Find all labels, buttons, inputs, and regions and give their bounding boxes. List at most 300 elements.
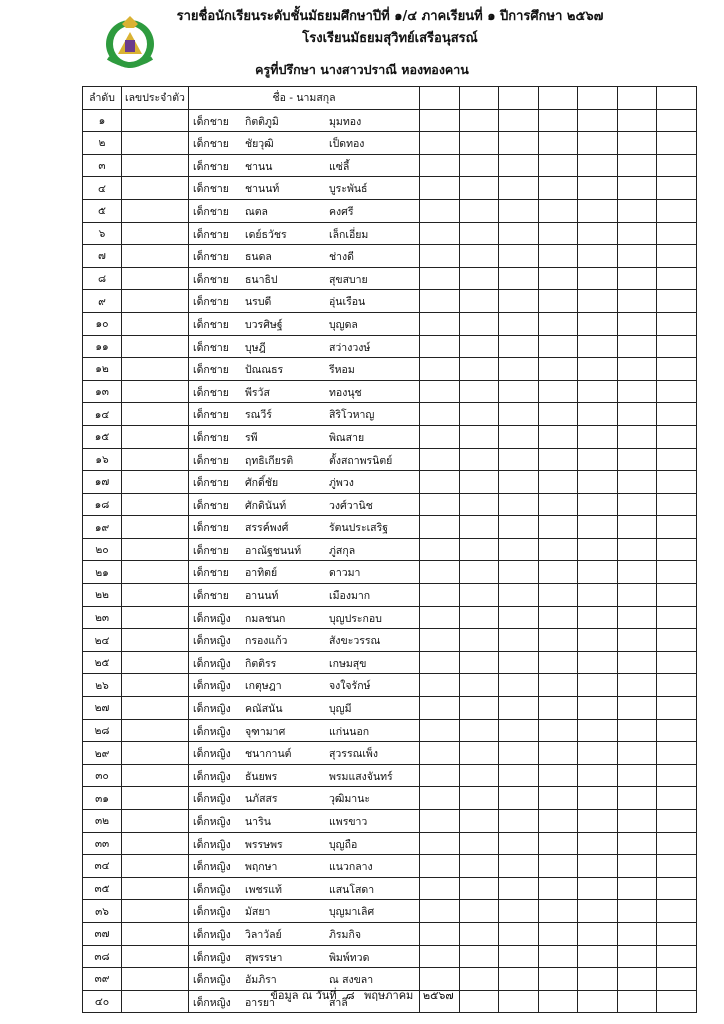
name-prefix: เด็กชาย xyxy=(193,590,229,603)
table-row xyxy=(83,335,697,358)
first-name: รณวีร์ xyxy=(245,409,272,422)
blank-cell xyxy=(657,199,697,222)
first-name: ชานน xyxy=(245,160,273,173)
blank-cell xyxy=(459,222,499,245)
last-name: บุญถือ xyxy=(329,838,358,851)
name-prefix: เด็กหญิง xyxy=(193,612,231,625)
first-name: พรรษพร xyxy=(245,838,283,851)
student-name-cell xyxy=(189,855,420,878)
table-row xyxy=(83,606,697,629)
last-name: ดาวมา xyxy=(329,567,361,580)
blank-cell xyxy=(538,651,578,674)
blank-cell xyxy=(538,810,578,833)
blank-cell xyxy=(499,584,539,607)
name-prefix: เด็กชาย xyxy=(193,522,229,535)
row-number: ๔๐ xyxy=(83,990,122,1013)
blank-cell xyxy=(657,132,697,155)
first-name: อาณัฐชนนท์ xyxy=(245,544,302,557)
last-name: แก่นนอก xyxy=(329,725,370,738)
blank-cell xyxy=(657,629,697,652)
blank-cell xyxy=(499,132,539,155)
first-name: มัสยา xyxy=(245,906,271,919)
table-row xyxy=(83,719,697,742)
blank-cell xyxy=(420,425,460,448)
name-prefix: เด็กหญิง xyxy=(193,793,231,806)
blank-cell xyxy=(459,154,499,177)
blank-cell xyxy=(459,900,499,923)
student-id-cell xyxy=(122,403,189,426)
blank-cell xyxy=(459,132,499,155)
row-number: ๑๕ xyxy=(83,425,122,448)
blank-cell xyxy=(538,742,578,765)
last-name: ภิรมกิจ xyxy=(329,928,361,941)
blank-cell xyxy=(578,335,618,358)
blank-cell xyxy=(459,877,499,900)
row-number: ๑๓ xyxy=(83,380,122,403)
name-prefix: เด็กชาย xyxy=(193,341,229,354)
row-number: ๒ xyxy=(83,132,122,155)
student-name-cell xyxy=(189,312,420,335)
name-prefix: เด็กหญิง xyxy=(193,703,231,716)
blank-cell xyxy=(617,403,657,426)
student-id-cell xyxy=(122,358,189,381)
blank-cell xyxy=(578,290,618,313)
last-name: รัตนประเสริฐ xyxy=(329,522,389,535)
blank-cell xyxy=(578,154,618,177)
row-number: ๔ xyxy=(83,177,122,200)
blank-cell xyxy=(499,719,539,742)
table-row xyxy=(83,697,697,720)
student-name-cell xyxy=(189,199,420,222)
blank-cell xyxy=(499,335,539,358)
blank-cell xyxy=(499,290,539,313)
row-number: ๑๖ xyxy=(83,448,122,471)
blank-cell xyxy=(538,267,578,290)
blank-cell xyxy=(617,267,657,290)
blank-cell xyxy=(657,877,697,900)
blank-cell xyxy=(617,697,657,720)
blank-cell xyxy=(617,358,657,381)
student-id-cell xyxy=(122,380,189,403)
student-name-cell xyxy=(189,719,420,742)
col-header-id: เลขประจำตัว xyxy=(122,87,189,110)
blank-cell xyxy=(538,132,578,155)
student-name-cell xyxy=(189,787,420,810)
student-name-cell xyxy=(189,742,420,765)
student-name-cell xyxy=(189,561,420,584)
blank-cell xyxy=(420,335,460,358)
blank-cell xyxy=(617,742,657,765)
blank-cell xyxy=(420,154,460,177)
footer-day: ๘ xyxy=(346,989,355,1002)
last-name: เป็ดทอง xyxy=(329,138,365,151)
first-name: ณตล xyxy=(245,205,268,218)
first-name: ปัณณธร xyxy=(245,364,284,377)
student-name-cell xyxy=(189,584,420,607)
name-prefix: เด็กชาย xyxy=(193,499,229,512)
blank-cell xyxy=(617,855,657,878)
blank-cell xyxy=(617,561,657,584)
blank-cell xyxy=(499,651,539,674)
first-name: นรบดี xyxy=(245,296,272,309)
blank-cell xyxy=(420,629,460,652)
blank-cell xyxy=(499,945,539,968)
first-name: อาทิตย์ xyxy=(245,567,278,580)
table-row xyxy=(83,629,697,652)
last-name: ภู่สกุล xyxy=(329,544,356,557)
name-prefix: เด็กหญิง xyxy=(193,748,231,761)
student-id-cell xyxy=(122,900,189,923)
row-number: ๒๕ xyxy=(83,651,122,674)
blank-cell xyxy=(459,516,499,539)
blank-cell xyxy=(657,900,697,923)
first-name: เดย์ธวัชร xyxy=(245,228,287,241)
blank-cell xyxy=(499,109,539,132)
name-prefix: เด็กชาย xyxy=(193,205,229,218)
row-number: ๒๒ xyxy=(83,584,122,607)
student-table xyxy=(82,86,697,1013)
last-name: ภู่พวง xyxy=(329,477,354,490)
name-prefix: เด็กชาย xyxy=(193,454,229,467)
blank-cell xyxy=(657,561,697,584)
blank-cell xyxy=(420,109,460,132)
blank-cell xyxy=(459,471,499,494)
name-prefix: เด็กหญิง xyxy=(193,974,231,987)
blank-cell xyxy=(578,109,618,132)
table-row xyxy=(83,855,697,878)
blank-cell xyxy=(538,380,578,403)
row-number: ๓๘ xyxy=(83,945,122,968)
blank-cell xyxy=(459,358,499,381)
blank-cell xyxy=(578,855,618,878)
blank-cell xyxy=(420,787,460,810)
blank-cell xyxy=(657,764,697,787)
blank-cell xyxy=(617,877,657,900)
blank-cell xyxy=(459,403,499,426)
blank-cell xyxy=(459,764,499,787)
blank-cell xyxy=(617,132,657,155)
first-name: ธันยพร xyxy=(245,770,278,783)
first-name: บวรศิษฐ์ xyxy=(245,318,283,331)
student-id-cell xyxy=(122,606,189,629)
blank-cell xyxy=(459,493,499,516)
blank-cell xyxy=(420,877,460,900)
student-name-cell xyxy=(189,380,420,403)
blank-cell xyxy=(459,787,499,810)
table-header-row xyxy=(83,87,697,110)
blank-cell xyxy=(657,832,697,855)
first-name: บุษฎี xyxy=(245,341,266,354)
name-prefix: เด็กชาย xyxy=(193,431,229,444)
blank-cell xyxy=(578,199,618,222)
blank-cell xyxy=(538,493,578,516)
blank-cell xyxy=(420,606,460,629)
blank-cell xyxy=(617,584,657,607)
name-prefix: เด็กชาย xyxy=(193,567,229,580)
first-name: กิตติรร xyxy=(245,657,277,670)
blank-cell xyxy=(578,493,618,516)
first-name: จุฑามาศ xyxy=(245,725,286,738)
table-row xyxy=(83,810,697,833)
table-row xyxy=(83,945,697,968)
row-number: ๒๑ xyxy=(83,561,122,584)
blank-cell xyxy=(578,516,618,539)
student-name-cell xyxy=(189,425,420,448)
row-number: ๓๕ xyxy=(83,877,122,900)
blank-cell xyxy=(538,764,578,787)
first-name: รพี xyxy=(245,431,258,444)
blank-cell xyxy=(420,719,460,742)
col-header-blank xyxy=(499,87,539,110)
blank-cell xyxy=(420,222,460,245)
row-number: ๓๙ xyxy=(83,968,122,991)
blank-cell xyxy=(459,267,499,290)
blank-cell xyxy=(657,945,697,968)
student-name-cell xyxy=(189,516,420,539)
last-name: เกษมสุข xyxy=(329,657,367,670)
blank-cell xyxy=(459,199,499,222)
last-name: สิริโวหาญ xyxy=(329,409,375,422)
blank-cell xyxy=(657,471,697,494)
first-name: วิลาวัลย์ xyxy=(245,928,282,941)
blank-cell xyxy=(420,900,460,923)
name-prefix: เด็กหญิง xyxy=(193,635,231,648)
table-row xyxy=(83,516,697,539)
blank-cell xyxy=(420,267,460,290)
blank-cell xyxy=(657,154,697,177)
student-name-cell xyxy=(189,245,420,268)
last-name: แพรขาว xyxy=(329,816,368,828)
student-name-cell xyxy=(189,877,420,900)
first-name: สรรค์พงศ์ xyxy=(245,522,289,535)
name-prefix: เด็กชาย xyxy=(193,318,229,331)
blank-cell xyxy=(499,538,539,561)
blank-cell xyxy=(420,403,460,426)
blank-cell xyxy=(459,810,499,833)
blank-cell xyxy=(459,606,499,629)
blank-cell xyxy=(657,584,697,607)
blank-cell xyxy=(617,380,657,403)
blank-cell xyxy=(459,922,499,945)
blank-cell xyxy=(617,335,657,358)
blank-cell xyxy=(538,922,578,945)
blank-cell xyxy=(538,877,578,900)
blank-cell xyxy=(617,471,657,494)
last-name: บุญดล xyxy=(329,318,358,331)
blank-cell xyxy=(499,742,539,765)
row-number: ๒๓ xyxy=(83,606,122,629)
row-number: ๗ xyxy=(83,245,122,268)
student-name-cell xyxy=(189,764,420,787)
blank-cell xyxy=(657,674,697,697)
table-row xyxy=(83,425,697,448)
blank-cell xyxy=(459,945,499,968)
blank-cell xyxy=(459,538,499,561)
name-prefix: เด็กชาย xyxy=(193,273,229,286)
last-name: บุญมี xyxy=(329,703,352,716)
blank-cell xyxy=(538,674,578,697)
row-number: ๑๑ xyxy=(83,335,122,358)
advisor-line: ครูที่ปรึกษา นางสาวปราณี หองทองคาน xyxy=(255,62,469,77)
first-name: ธนาธิป xyxy=(245,273,278,286)
last-name: สว่างวงษ์ xyxy=(329,341,371,354)
blank-cell xyxy=(459,651,499,674)
blank-cell xyxy=(538,335,578,358)
blank-cell xyxy=(657,493,697,516)
row-number: ๕ xyxy=(83,199,122,222)
blank-cell xyxy=(617,719,657,742)
student-id-cell xyxy=(122,132,189,155)
footer-label: ข้อมูล ณ วันที่ xyxy=(270,989,337,1002)
table-row xyxy=(83,222,697,245)
blank-cell xyxy=(459,742,499,765)
first-name: ชนากานต์ xyxy=(245,748,292,761)
blank-cell xyxy=(538,697,578,720)
blank-cell xyxy=(420,358,460,381)
blank-cell xyxy=(578,358,618,381)
name-prefix: เด็กชาย xyxy=(193,364,229,377)
student-name-cell xyxy=(189,651,420,674)
last-name: เมืองมาก xyxy=(329,590,371,603)
blank-cell xyxy=(657,109,697,132)
table-row xyxy=(83,538,697,561)
blank-cell xyxy=(657,651,697,674)
row-number: ๓๖ xyxy=(83,900,122,923)
student-name-cell xyxy=(189,945,420,968)
blank-cell xyxy=(578,403,618,426)
student-id-cell xyxy=(122,471,189,494)
blank-cell xyxy=(538,900,578,923)
col-header-name: ชื่อ - นามสกุล xyxy=(189,87,420,110)
row-number: ๒๔ xyxy=(83,629,122,652)
table-row xyxy=(83,267,697,290)
row-number: ๑๒ xyxy=(83,358,122,381)
student-name-cell xyxy=(189,471,420,494)
table-row xyxy=(83,764,697,787)
blank-cell xyxy=(657,312,697,335)
table-row xyxy=(83,922,697,945)
name-prefix: เด็กชาย xyxy=(193,251,229,264)
last-name: สุวรรณเพ็ง xyxy=(329,748,378,761)
blank-cell xyxy=(657,448,697,471)
blank-cell xyxy=(657,177,697,200)
blank-cell xyxy=(538,222,578,245)
blank-cell xyxy=(499,900,539,923)
name-prefix: เด็กชาย xyxy=(193,160,229,173)
table-row xyxy=(83,312,697,335)
last-name: บุญมาเลิศ xyxy=(329,906,375,919)
blank-cell xyxy=(459,697,499,720)
student-name-cell xyxy=(189,900,420,923)
blank-cell xyxy=(578,787,618,810)
first-name: ศักดิ์ชัย xyxy=(245,477,279,490)
blank-cell xyxy=(499,403,539,426)
blank-cell xyxy=(420,584,460,607)
blank-cell xyxy=(420,471,460,494)
blank-cell xyxy=(420,922,460,945)
blank-cell xyxy=(499,606,539,629)
blank-cell xyxy=(657,335,697,358)
first-name: ศักดินันท์ xyxy=(245,499,287,512)
blank-cell xyxy=(420,742,460,765)
blank-cell xyxy=(657,358,697,381)
table-row xyxy=(83,358,697,381)
blank-cell xyxy=(499,245,539,268)
blank-cell xyxy=(499,267,539,290)
blank-cell xyxy=(657,245,697,268)
student-id-cell xyxy=(122,109,189,132)
blank-cell xyxy=(617,109,657,132)
student-name-cell xyxy=(189,222,420,245)
table-row xyxy=(83,584,697,607)
blank-cell xyxy=(538,471,578,494)
name-prefix: เด็กหญิง xyxy=(193,816,231,828)
student-id-cell xyxy=(122,516,189,539)
blank-cell xyxy=(538,584,578,607)
blank-cell xyxy=(420,290,460,313)
student-id-cell xyxy=(122,651,189,674)
row-number: ๘ xyxy=(83,267,122,290)
blank-cell xyxy=(420,561,460,584)
blank-cell xyxy=(578,267,618,290)
blank-cell xyxy=(578,764,618,787)
student-name-cell xyxy=(189,629,420,652)
first-name: ชานนท์ xyxy=(245,183,280,196)
blank-cell xyxy=(578,742,618,765)
blank-cell xyxy=(459,245,499,268)
student-id-cell xyxy=(122,267,189,290)
col-header-blank xyxy=(538,87,578,110)
blank-cell xyxy=(499,561,539,584)
blank-cell xyxy=(617,538,657,561)
blank-cell xyxy=(420,764,460,787)
last-name: คงศรี xyxy=(329,205,354,218)
student-id-cell xyxy=(122,538,189,561)
name-prefix: เด็กหญิง xyxy=(193,657,231,670)
row-number: ๓๑ xyxy=(83,787,122,810)
blank-cell xyxy=(657,403,697,426)
blank-cell xyxy=(420,674,460,697)
blank-cell xyxy=(538,154,578,177)
blank-cell xyxy=(578,674,618,697)
student-id-cell xyxy=(122,742,189,765)
student-name-cell xyxy=(189,810,420,833)
blank-cell xyxy=(499,425,539,448)
blank-cell xyxy=(578,312,618,335)
blank-cell xyxy=(617,312,657,335)
name-prefix: เด็กชาย xyxy=(193,228,229,241)
name-prefix: เด็กชาย xyxy=(193,477,229,490)
blank-cell xyxy=(538,358,578,381)
first-name: นาริน xyxy=(245,816,271,828)
name-prefix: เด็กหญิง xyxy=(193,928,231,941)
blank-cell xyxy=(499,177,539,200)
last-name: รีหอม xyxy=(329,364,355,377)
table-row xyxy=(83,109,697,132)
student-id-cell xyxy=(122,697,189,720)
blank-cell xyxy=(578,132,618,155)
blank-cell xyxy=(657,697,697,720)
blank-cell xyxy=(420,516,460,539)
first-name: อานนท์ xyxy=(245,590,279,603)
table-row xyxy=(83,674,697,697)
student-id-cell xyxy=(122,945,189,968)
blank-cell xyxy=(538,425,578,448)
col-header-blank xyxy=(420,87,460,110)
student-id-cell xyxy=(122,290,189,313)
row-number: ๒๐ xyxy=(83,538,122,561)
blank-cell xyxy=(578,922,618,945)
